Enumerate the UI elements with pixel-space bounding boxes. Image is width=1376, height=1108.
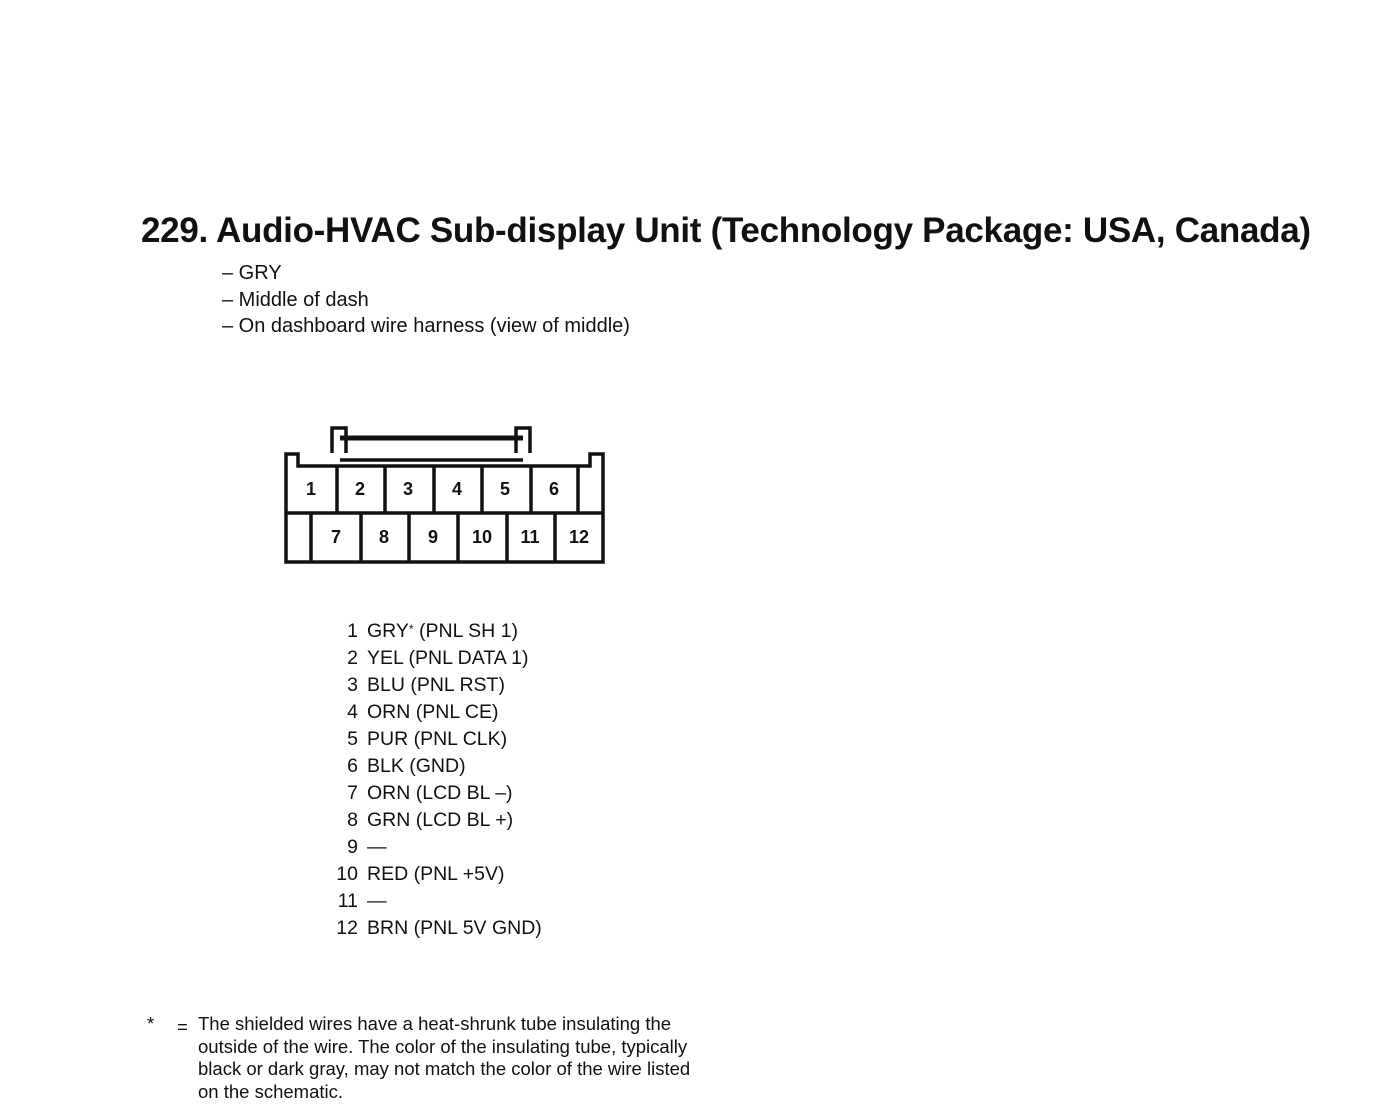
connector-info [222, 260, 630, 340]
pin-description: YEL (PNL DATA 1) [367, 647, 529, 669]
pin-number: 2 [347, 647, 358, 669]
pin-description: BRN (PNL 5V GND) [367, 917, 542, 939]
pin-label-8: 8 [378, 527, 390, 547]
footnote [147, 1013, 758, 1103]
connector-diagram [280, 420, 620, 585]
pin-row-3 [330, 672, 542, 699]
info-harness: – On dashboard wire harness (view of middle) [222, 315, 630, 337]
pin-description: BLU (PNL RST) [367, 674, 505, 696]
footnote-line: on the schematic. [198, 1080, 343, 1102]
pin-row-9 [330, 834, 542, 861]
pin-row-11 [330, 888, 542, 915]
pin-label-4: 4 [451, 479, 463, 499]
pin-number: 8 [347, 809, 358, 831]
pin-label-10: 10 [471, 527, 493, 547]
page-title: 229. Audio-HVAC Sub-display Unit (Technology Package: USA, Canada) [141, 211, 1311, 250]
pin-number: 3 [347, 674, 358, 696]
pin-description: BLK (GND) [367, 755, 466, 777]
pin-description: ORN (LCD BL –) [367, 782, 513, 804]
pin-description: PUR (PNL CLK) [367, 728, 508, 750]
footnote-line: outside of the wire. The color of the insulating tube, typically [198, 1035, 688, 1057]
pin-row-1 [330, 618, 542, 645]
pin-number: 6 [347, 755, 358, 777]
pin-description: — [367, 836, 387, 858]
pin-row-4 [330, 699, 542, 726]
connector-face [280, 420, 620, 580]
pin-number: 1 [347, 620, 358, 642]
shield-marker: * [408, 622, 414, 636]
pin-label-12: 12 [568, 527, 590, 547]
pin-label-9: 9 [427, 527, 439, 547]
footnote-text [198, 1013, 758, 1103]
pin-number: 4 [347, 701, 358, 723]
pin-number: 7 [347, 782, 358, 804]
info-location: – Middle of dash [222, 288, 369, 311]
pin-label-6: 6 [548, 479, 560, 499]
pin-row-12 [330, 915, 542, 942]
footnote-line: black or dark gray, may not match the color of the wire listed [198, 1058, 691, 1079]
pin-number: 5 [347, 728, 358, 750]
pin-row-10 [330, 861, 542, 888]
pin-label-11: 11 [520, 527, 540, 547]
pin-number: 11 [337, 890, 358, 912]
pin-number: 9 [347, 836, 358, 858]
pin-description: GRY* (PNL SH 1) [367, 620, 518, 642]
footnote-equals: = [177, 1016, 188, 1037]
pin-label-5: 5 [499, 479, 511, 499]
info-color: – GRY [222, 262, 282, 284]
pin-list [330, 618, 542, 942]
pin-description: RED (PNL +5V) [367, 863, 505, 885]
pin-row-5 [330, 726, 542, 753]
pin-number: 10 [336, 863, 358, 885]
pin-label-7: 7 [330, 527, 342, 547]
pin-row-7 [330, 780, 542, 807]
pin-number: 12 [336, 917, 358, 939]
footnote-symbol: * [147, 1013, 155, 1034]
pin-description: ORN (PNL CE) [367, 701, 499, 723]
pin-label-1: 1 [305, 479, 317, 499]
pin-row-6 [330, 753, 542, 780]
pin-row-2 [330, 645, 542, 672]
pin-label-2: 2 [354, 479, 366, 499]
footnote-line: The shielded wires have a heat-shrunk tube insulating the [198, 1013, 672, 1034]
pin-row-8 [330, 807, 542, 834]
pin-description: GRN (LCD BL +) [367, 809, 514, 831]
pin-description: — [367, 890, 387, 912]
pin-label-3: 3 [402, 479, 414, 499]
